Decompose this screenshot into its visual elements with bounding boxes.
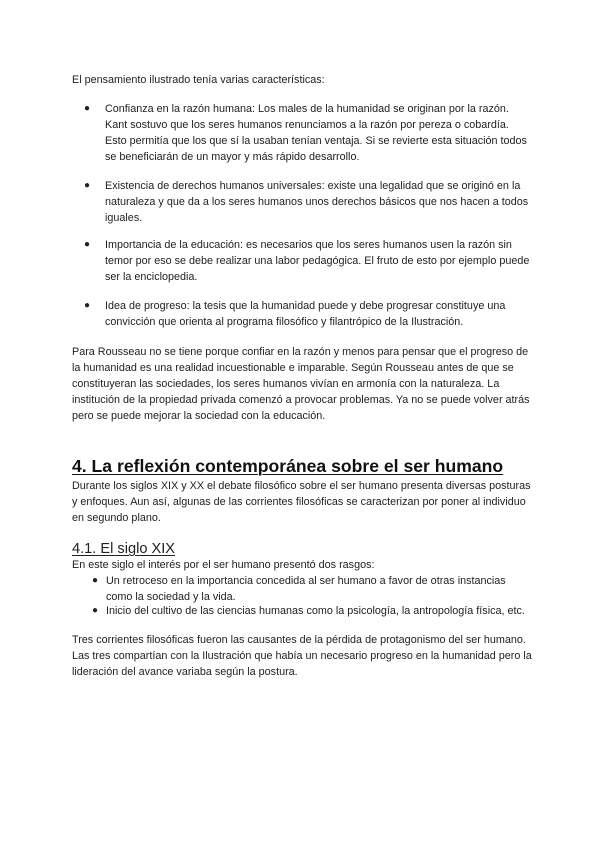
bullet-icon: ● (84, 103, 91, 114)
section-4-1-heading: 4.1. El siglo XIX (72, 541, 176, 557)
list-item-text: Confianza en la razón humana: Los males de la humanidad se originan por la razón. Kant sostuvo que los seres humanos renunciamos a la razón por pereza o cobardía. Esto permitía que los que sí la usaban tenían ventaja. Si se revierte esta situación todos se beneficiarán de un mayor y más rápido desarrollo. (105, 103, 527, 163)
list-item-text: Existencia de derechos humanos universales: existe una legalidad que se originó en la naturaleza y que da a los seres humanos unos derechos básicos que nos hacen a todos iguales. (105, 180, 529, 224)
list-item-text: Importancia de la educación: es necesarios que los seres humanos usen la razón sin temor por eso se debe realizar una labor pedagógica. El fruto de esto por ejemplo puede ser la enciclopedia. (105, 239, 530, 283)
section-4-1-intro: En este siglo el interés por el ser humano presentó dos rasgos: (72, 559, 375, 571)
list-item-text: Un retroceso en la importancia concedida al ser humano a favor de otras instancias como la sociedad y la vida. (106, 575, 506, 603)
list-item-text: Idea de progreso: la tesis que la humanidad puede y debe progresar constituye una convicción que orienta al programa filosófico y filantrópico de la Ilustración. (105, 300, 506, 328)
bullet-icon: ● (84, 239, 91, 250)
rousseau-paragraph: Para Rousseau no se tiene porque confiar en la razón y menos para pensar que el progreso de la humanidad es una realidad incuestionable e imparable. Según Rousseau antes de que se constituyeran las sociedades, los seres humanos vivían en armonía con la naturaleza. La institución de la propiedad privada comenzó a provocar problemas. Ya no se puede volver atrás pero se puede mejorar la sociedad con la educación. (72, 346, 530, 422)
section-4-heading: 4. La reflexión contemporánea sobre el ser humano (72, 456, 504, 476)
list-item (92, 603, 532, 619)
bullet-icon: ● (92, 605, 99, 616)
intro-paragraph: El pensamiento ilustrado tenía varias características: (72, 74, 325, 86)
list-item (92, 573, 532, 605)
section-4-paragraph: Durante los siglos XIX y XX el debate filosófico sobre el ser humano presenta diversas posturas y enfoques. Aun así, algunas de las corrientes filosóficas se caracterizan por poner al individuo en segundo plano. (72, 480, 531, 524)
list-item (84, 298, 530, 330)
bullet-icon: ● (84, 300, 91, 311)
bullet-icon: ● (84, 180, 91, 191)
list-item (84, 178, 530, 226)
list-item (84, 101, 530, 165)
list-item (84, 237, 530, 285)
list-item-text: Inicio del cultivo de las ciencias humanas como la psicología, la antropología física, etc. (106, 605, 525, 617)
bullet-icon: ● (92, 575, 99, 586)
closing-paragraph: Tres corrientes filosóficas fueron las causantes de la pérdida de protagonismo del ser humano. Las tres compartían con la Ilustración que había un necesario progreso en la humanidad pero la lideración del avance variaba según la postura. (72, 634, 532, 678)
